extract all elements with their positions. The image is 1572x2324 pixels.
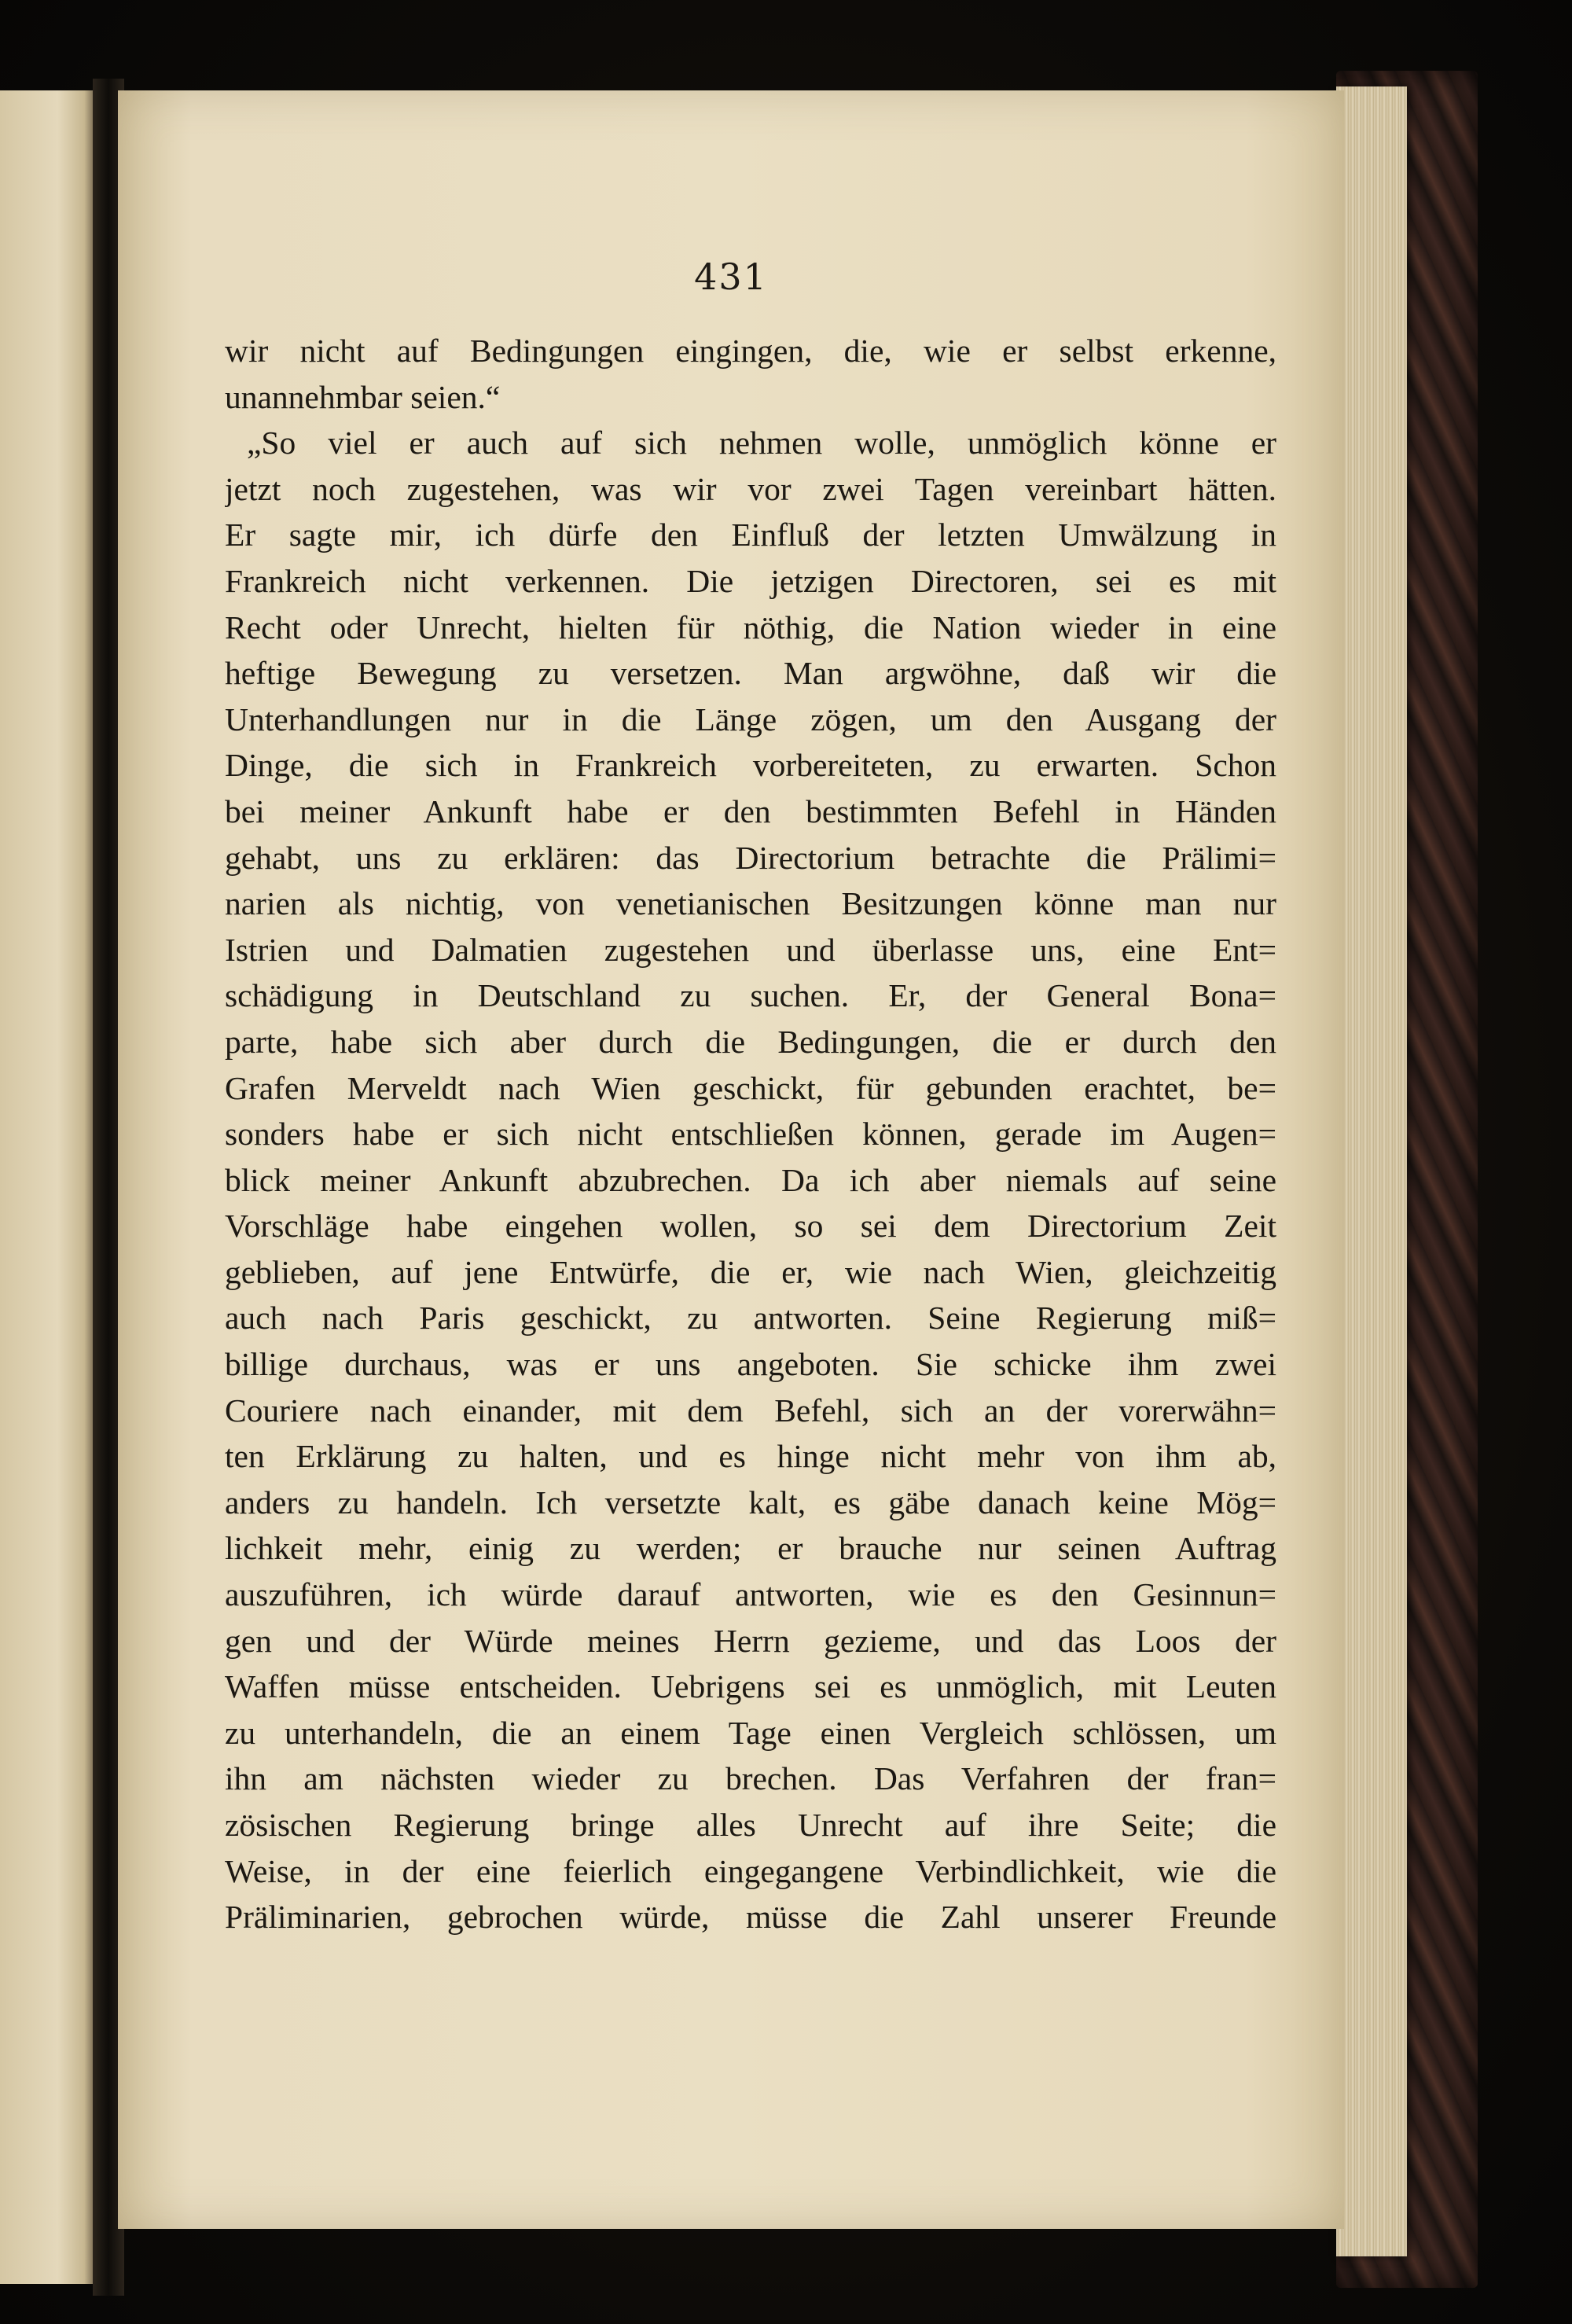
page-number: 431 [694,256,768,298]
text-line: parte, habe sich aber durch die Bedingungen, die er durch den [225,1023,1276,1060]
text-line: Dinge, die sich in Frankreich vorbereiteten, zu erwarten. Schon [225,747,1276,784]
book-page [118,90,1344,2229]
text-line: Weise, in der eine feierlich eingegangene Verbindlichkeit, wie die [225,1852,1276,1889]
text-line: schädigung in Deutschland zu suchen. Er, der General Bona= [225,977,1276,1014]
text-line: jetzt noch zugestehen, was wir vor zwei Tagen vereinbart hätten. [225,470,1276,507]
text-line: Er sagte mir, ich dürfe den Einfluß der letzten Umwälzung in [225,517,1276,553]
text-line: Waffen müsse entscheiden. Uebrigens sei es unmöglich, mit Leuten [225,1668,1276,1705]
text-line: lichkeit mehr, einig zu werden; er brauche nur seinen Auftrag [225,1530,1276,1567]
text-line: Präliminarien, gebrochen würde, müsse die Zahl unserer Freunde [225,1899,1276,1936]
text-line: zu unterhandeln, die an einem Tage einen Vergleich schlössen, um [225,1714,1276,1751]
text-line: ten Erklärung zu halten, und es hinge nicht mehr von ihm ab, [225,1438,1276,1475]
text-line: gen und der Würde meines Herrn gezieme, und das Loos der [225,1622,1276,1659]
text-line: Vorschläge habe eingehen wollen, so sei dem Directorium Zeit [225,1208,1276,1245]
text-line: geblieben, auf jene Entwürfe, die er, wie nach Wien, gleichzeitig [225,1253,1276,1290]
text-line: Frankreich nicht verkennen. Die jetzigen Directoren, sei es mit [225,562,1276,599]
text-line: Recht oder Unrecht, hielten für nöthig, die Nation wieder in eine [225,609,1276,645]
text-line: Grafen Merveldt nach Wien geschickt, für gebunden erachtet, be= [225,1069,1276,1106]
text-line: blick meiner Ankunft abzubrechen. Da ich aber niemals auf seine [225,1161,1276,1198]
text-line: auszuführen, ich würde darauf antworten, wie es den Gesinnun= [225,1576,1276,1613]
text-line: auch nach Paris geschickt, zu antworten. Seine Regierung miß= [225,1300,1276,1337]
text-line: bei meiner Ankunft habe er den bestimmten Befehl in Händen [225,792,1276,829]
text-line: Couriere nach einander, mit dem Befehl, sich an der vorerwähn= [225,1392,1276,1429]
body-text [225,328,1276,1940]
text-line: narien als nichtig, von venetianischen Besitzungen könne man nur [225,885,1276,922]
text-line: unannehmbar seien.“ [225,378,501,415]
text-line: zösischen Regierung bringe alles Unrecht auf ihre Seite; die [225,1807,1276,1843]
text-line: gehabt, uns zu erklären: das Directorium betrachte die Prälimi= [225,839,1276,876]
text-line: wir nicht auf Bedingungen eingingen, die, wie er selbst erkenne, [225,333,1276,369]
text-line: Unterhandlungen nur in die Länge zögen, um den Ausgang der [225,701,1276,737]
text-line: Istrien und Dalmatien zugestehen und überlasse uns, eine Ent= [225,931,1276,968]
text-line: „So viel er auch auf sich nehmen wolle, unmöglich könne er [247,425,1276,461]
text-line: anders zu handeln. Ich versetzte kalt, es gäbe danach keine Mög= [225,1484,1276,1521]
page-edges [1336,86,1407,2256]
text-line: heftige Bewegung zu versetzen. Man argwöhne, daß wir die [225,655,1276,692]
text-line: ihn am nächsten wieder zu brechen. Das Verfahren der fran= [225,1760,1276,1797]
text-line: sonders habe er sich nicht entschließen können, gerade im Augen= [225,1116,1276,1153]
text-line: billige durchaus, was er uns angeboten. Sie schicke ihm zwei [225,1346,1276,1383]
left-page-edge [0,90,96,2284]
